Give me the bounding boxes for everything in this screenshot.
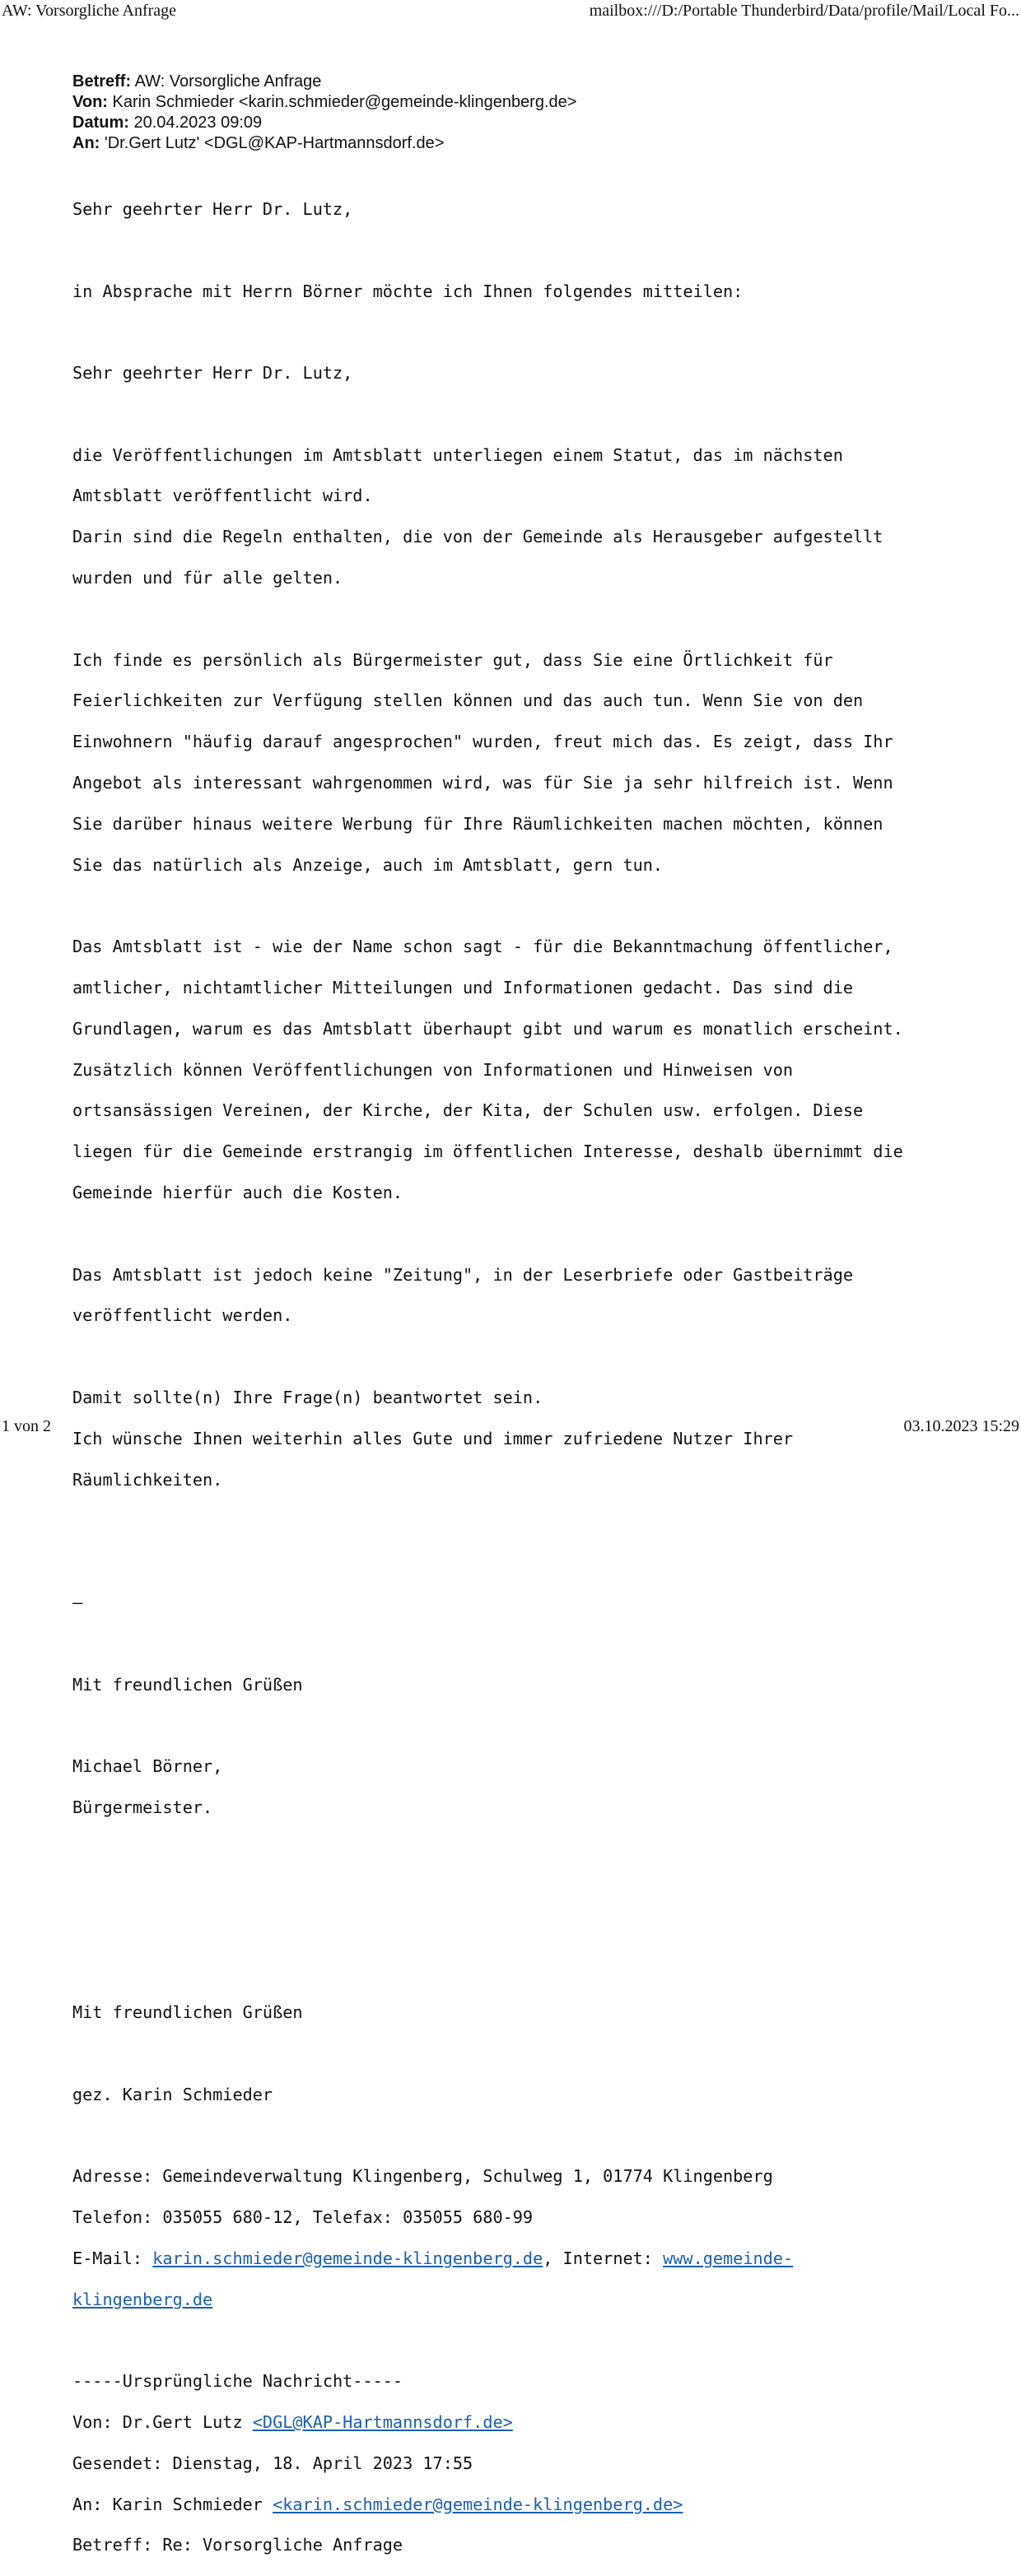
paragraph-line: Amtsblatt veröffentlicht wird. — [72, 486, 373, 506]
paragraph-line: Einwohnern "häufig darauf angesprochen" wurden, freut mich das. Es zeigt, dass Ihr — [72, 732, 893, 752]
paragraph-line: Zusätzlich können Veröffentlichungen von Informationen und Hinweisen von — [72, 1059, 794, 1080]
from-label: Von: — [72, 93, 108, 111]
paragraph-line: Sie das natürlich als Anzeige, auch im Amtsblatt, gern tun. — [72, 854, 664, 875]
contact-line-cont — [72, 2290, 1011, 2310]
paragraph-line: Ich finde es persönlich als Bürgermeister gut, dass Sie eine Örtlichkeit für — [72, 649, 833, 670]
date-label: Datum: — [72, 114, 129, 132]
email-label: E-Mail: — [72, 2248, 153, 2268]
from-value: Karin Schmieder <karin.schmieder@gemeinde-klingenberg.de> — [112, 93, 577, 111]
original-to-link[interactable]: <karin.schmieder@gemeinde-klingenberg.de> — [273, 2494, 683, 2514]
paragraph-line: Das Amtsblatt ist jedoch keine "Zeitung", in der Leserbriefe oder Gastbeiträge — [72, 1264, 854, 1285]
mayor-name: Michael Börner, — [72, 1756, 223, 1777]
subject-value: AW: Vorsorgliche Anfrage — [134, 72, 322, 91]
paragraph-line: ortsansässigen Vereinen, der Kirche, der Kita, der Schulen usw. erfolgen. Diese — [72, 1100, 864, 1121]
date-value: 20.04.2023 09:09 — [133, 114, 263, 132]
from-row — [72, 92, 576, 113]
paragraph-line: Darin sind die Regeln enthalten, die von der Gemeinde als Herausgeber aufgestellt — [72, 527, 883, 547]
paragraph-line: Sie darüber hinaus weitere Werbung für Ihre Räumlichkeiten machen möchten, können — [72, 813, 883, 834]
paragraph-line: Gemeinde hierfür auch die Kosten. — [72, 1183, 403, 1203]
paragraph-line: Das Amtsblatt ist - wie der Name schon sagt - für die Bekanntmachung öffentlicher, — [72, 937, 893, 957]
signature-dash: – — [72, 1593, 83, 1612]
original-subject-line: Betreff: Re: Vorsorgliche Anfrage — [72, 2535, 403, 2555]
paragraph-line: wurden und für alle gelten. — [72, 568, 343, 588]
closing-line: Mit freundlichen Grüßen — [72, 1674, 303, 1695]
greeting-line: Sehr geehrter Herr Dr. Lutz, — [72, 198, 353, 219]
paragraph-line: Feierlichkeiten zur Verfügung stellen können und das auch tun. Wenn Sie von den — [72, 690, 864, 711]
print-header-title: AW: Vorsorgliche Anfrage — [2, 2, 177, 20]
print-header — [0, 2, 1021, 23]
closing-line: Mit freundlichen Grüßen — [72, 2002, 303, 2022]
website-link[interactable]: www.gemeinde- — [663, 2248, 794, 2268]
to-row — [72, 133, 576, 154]
paragraph-line: amtlicher, nichtamtlicher Mitteilungen und Informationen gedacht. Das sind die — [72, 978, 854, 998]
original-to-label: An: Karin Schmieder — [72, 2494, 273, 2514]
print-datetime: 03.10.2023 15:29 — [903, 1417, 1019, 1435]
email-link[interactable]: karin.schmieder@gemeinde-klingenberg.de — [152, 2248, 543, 2268]
to-label: An: — [72, 134, 100, 152]
subject-row — [72, 72, 576, 92]
original-to-line — [72, 2495, 1011, 2515]
date-row — [72, 113, 576, 133]
original-from-line — [72, 2412, 1011, 2433]
original-sent-line: Gesendet: Dienstag, 18. April 2023 17:55 — [72, 2453, 473, 2473]
original-from-label: Von: Dr.Gert Lutz — [72, 2411, 253, 2432]
print-header-path: mailbox:///D:/Portable Thunderbird/Data/profile/Mail/Local Fo... — [589, 2, 1019, 20]
mayor-title: Bürgermeister. — [72, 1797, 213, 1817]
original-separator: -----Ursprüngliche Nachricht----- — [72, 2371, 403, 2392]
internet-label: , Internet: — [543, 2248, 664, 2268]
print-footer — [0, 1417, 1021, 1439]
page-number: 1 von 2 — [2, 1417, 51, 1435]
paragraph-line: liegen für die Gemeinde erstrangig im öffentlichen Interesse, deshalb übernimmt die — [72, 1142, 903, 1162]
intro-line: in Absprache mit Herrn Börner möchte ich Ihnen folgendes mitteilen: — [72, 281, 744, 301]
to-value: 'Dr.Gert Lutz' <DGL@KAP-Hartmannsdorf.de> — [104, 134, 445, 152]
paragraph-line: Räumlichkeiten. — [72, 1469, 223, 1490]
paragraph-line: Grundlagen, warum es das Amtsblatt überhaupt gibt und warum es monatlich erscheint. — [72, 1018, 903, 1039]
phone-line: Telefon: 035055 680-12, Telefax: 035055 680-99 — [72, 2206, 534, 2227]
message-headers — [72, 72, 576, 154]
paragraph-line: Damit sollte(n) Ihre Frage(n) beantwortet sein. — [72, 1388, 543, 1408]
contact-line — [72, 2248, 1011, 2269]
paragraph-line: veröffentlicht werden. — [72, 1305, 293, 1326]
greeting-line: Sehr geehrter Herr Dr. Lutz, — [72, 363, 353, 384]
website-link[interactable]: klingenberg.de — [72, 2289, 213, 2309]
subject-label: Betreff: — [72, 72, 132, 91]
message-body — [72, 179, 1011, 2576]
original-from-link[interactable]: <DGL@KAP-Hartmannsdorf.de> — [252, 2411, 513, 2432]
paragraph-line: Ich wünsche Ihnen weiterhin alles Gute und immer zufriedene Nutzer Ihrer — [72, 1428, 794, 1448]
address-line: Adresse: Gemeindeverwaltung Klingenberg, Schulweg 1, 01774 Klingenberg — [72, 2166, 773, 2187]
paragraph-line: die Veröffentlichungen im Amtsblatt unterliegen einem Statut, das im nächsten — [72, 444, 843, 465]
paragraph-line: Angebot als interessant wahrgenommen wird, was für Sie ja sehr hilfreich ist. Wenn — [72, 773, 893, 793]
signed-line: gez. Karin Schmieder — [72, 2084, 273, 2104]
